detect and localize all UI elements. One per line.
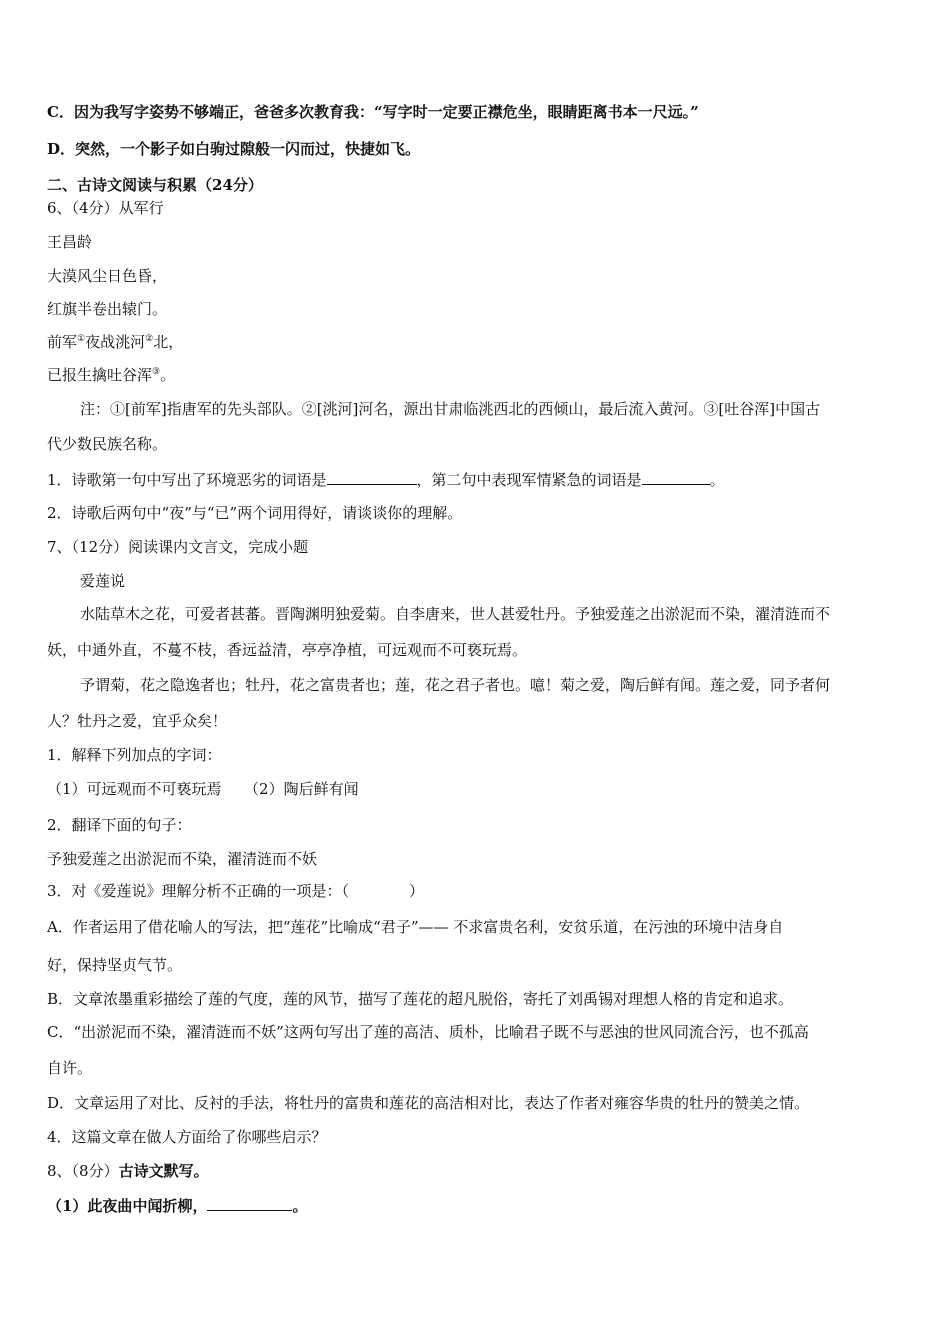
poem-author: 王昌龄 [47,233,93,251]
answer-blank[interactable] [327,469,417,485]
question-7-title: 7、（12分）阅读课内文言文，完成小题 [47,538,309,556]
poem-line-3: 前军①夜战洮河②北， [47,333,184,351]
question-7-2: 2．翻译下面的句子： [47,816,192,834]
question-7-2-sentence: 予独爱莲之出淤泥而不染，濯清涟而不妖 [47,850,318,868]
option-a-line-1: A．作者运用了借花喻人的写法，把“莲花”比喻成“君子”—— 不求富贵名利，安贫乐道，在污浊的环境中洁身自 [47,918,784,936]
option-c-line: C．因为我写字姿势不够端正，爸爸多次教育我：“写字时一定要正襟危坐，眼睛距离书本一尺远。” [47,103,699,121]
essay-paragraph-1-line-2: 妖，中通外直，不蔓不枝，香远益清，亭亭净植，可远观而不可亵玩焉。 [47,641,528,659]
question-7-1: 1．解释下列加点的字词： [47,746,222,764]
poem-line-4: 已报生擒吐谷浑③。 [47,366,176,384]
essay-paragraph-1-line-1: 水陆草木之花，可爱者甚蕃。晋陶渊明独爱菊。自李唐来，世人甚爱牡丹。予独爱莲之出淤泥而不染，濯清涟而不 [80,605,831,623]
answer-blank[interactable] [642,469,710,485]
option-b-line: B．文章浓墨重彩描绘了莲的气度，莲的风节，描写了莲花的超凡脱俗，寄托了刘禹锡对理想人格的肯定和追求。 [47,990,794,1008]
option-a-line-2: 好，保持坚贞气节。 [47,956,183,974]
poem-line-2: 红旗半卷出辕门。 [47,300,168,318]
section-heading: 二、古诗文阅读与积累（24分） [47,176,263,194]
question-8-title: 8、（8分）古诗文默写。 [47,1162,209,1180]
question-7-3: 3．对《爱莲说》理解分析不正确的一项是：（ ） [47,882,425,900]
option-c-line-1: C．“出淤泥而不染，濯清涟而不妖”这两句写出了莲的高洁、质朴，比喻君子既不与恶浊的世风同流合污，也不孤高 [47,1023,809,1041]
poem-note-line-2: 代少数民族名称。 [47,435,168,453]
question-6-1: 1．诗歌第一句中写出了环境恶劣的词语是 ，第二句中表现军情紧急的词语是 。 [47,471,725,489]
question-6-2: 2．诗歌后两句中“夜”与“已”两个词用得好，请谈谈你的理解。 [47,504,463,522]
option-d-line: D．突然，一个影子如白驹过隙般一闪而过，快捷如飞。 [47,140,421,158]
essay-title: 爱莲说 [80,572,126,590]
answer-blank[interactable] [207,1195,292,1211]
question-6-title: 6、（4分）从军行 [47,199,164,217]
question-8-1: （1）此夜曲中闻折柳， 。 [47,1197,308,1215]
poem-note-line-1: 注：①[前军]指唐军的先头部队。②[洮河]河名，源出甘肃临洮西北的西倾山，最后流入黄河。③[吐谷浑]中国古 [80,400,821,418]
poem-line-1: 大漠风尘日色昏， [47,267,168,285]
option-c-line-2: 自许。 [47,1059,93,1077]
question-7-4: 4．这篇文章在做人方面给了你哪些启示？ [47,1128,327,1146]
essay-paragraph-2-line-2: 人？牡丹之爱，宜乎众矣！ [47,712,228,730]
option-d-line: D．文章运用了对比、反衬的手法，将牡丹的富贵和莲花的高洁相对比，表达了作者对雍容华贵的牡丹的赞美之情。 [47,1094,810,1112]
question-7-1-items: （1）可远观而不可亵玩焉 （2）陶后鲜有闻 [47,780,359,798]
essay-paragraph-2-line-1: 予谓菊，花之隐逸者也；牡丹，花之富贵者也；莲，花之君子者也。噫！菊之爱，陶后鲜有闻。莲之爱，同予者何 [80,676,831,694]
